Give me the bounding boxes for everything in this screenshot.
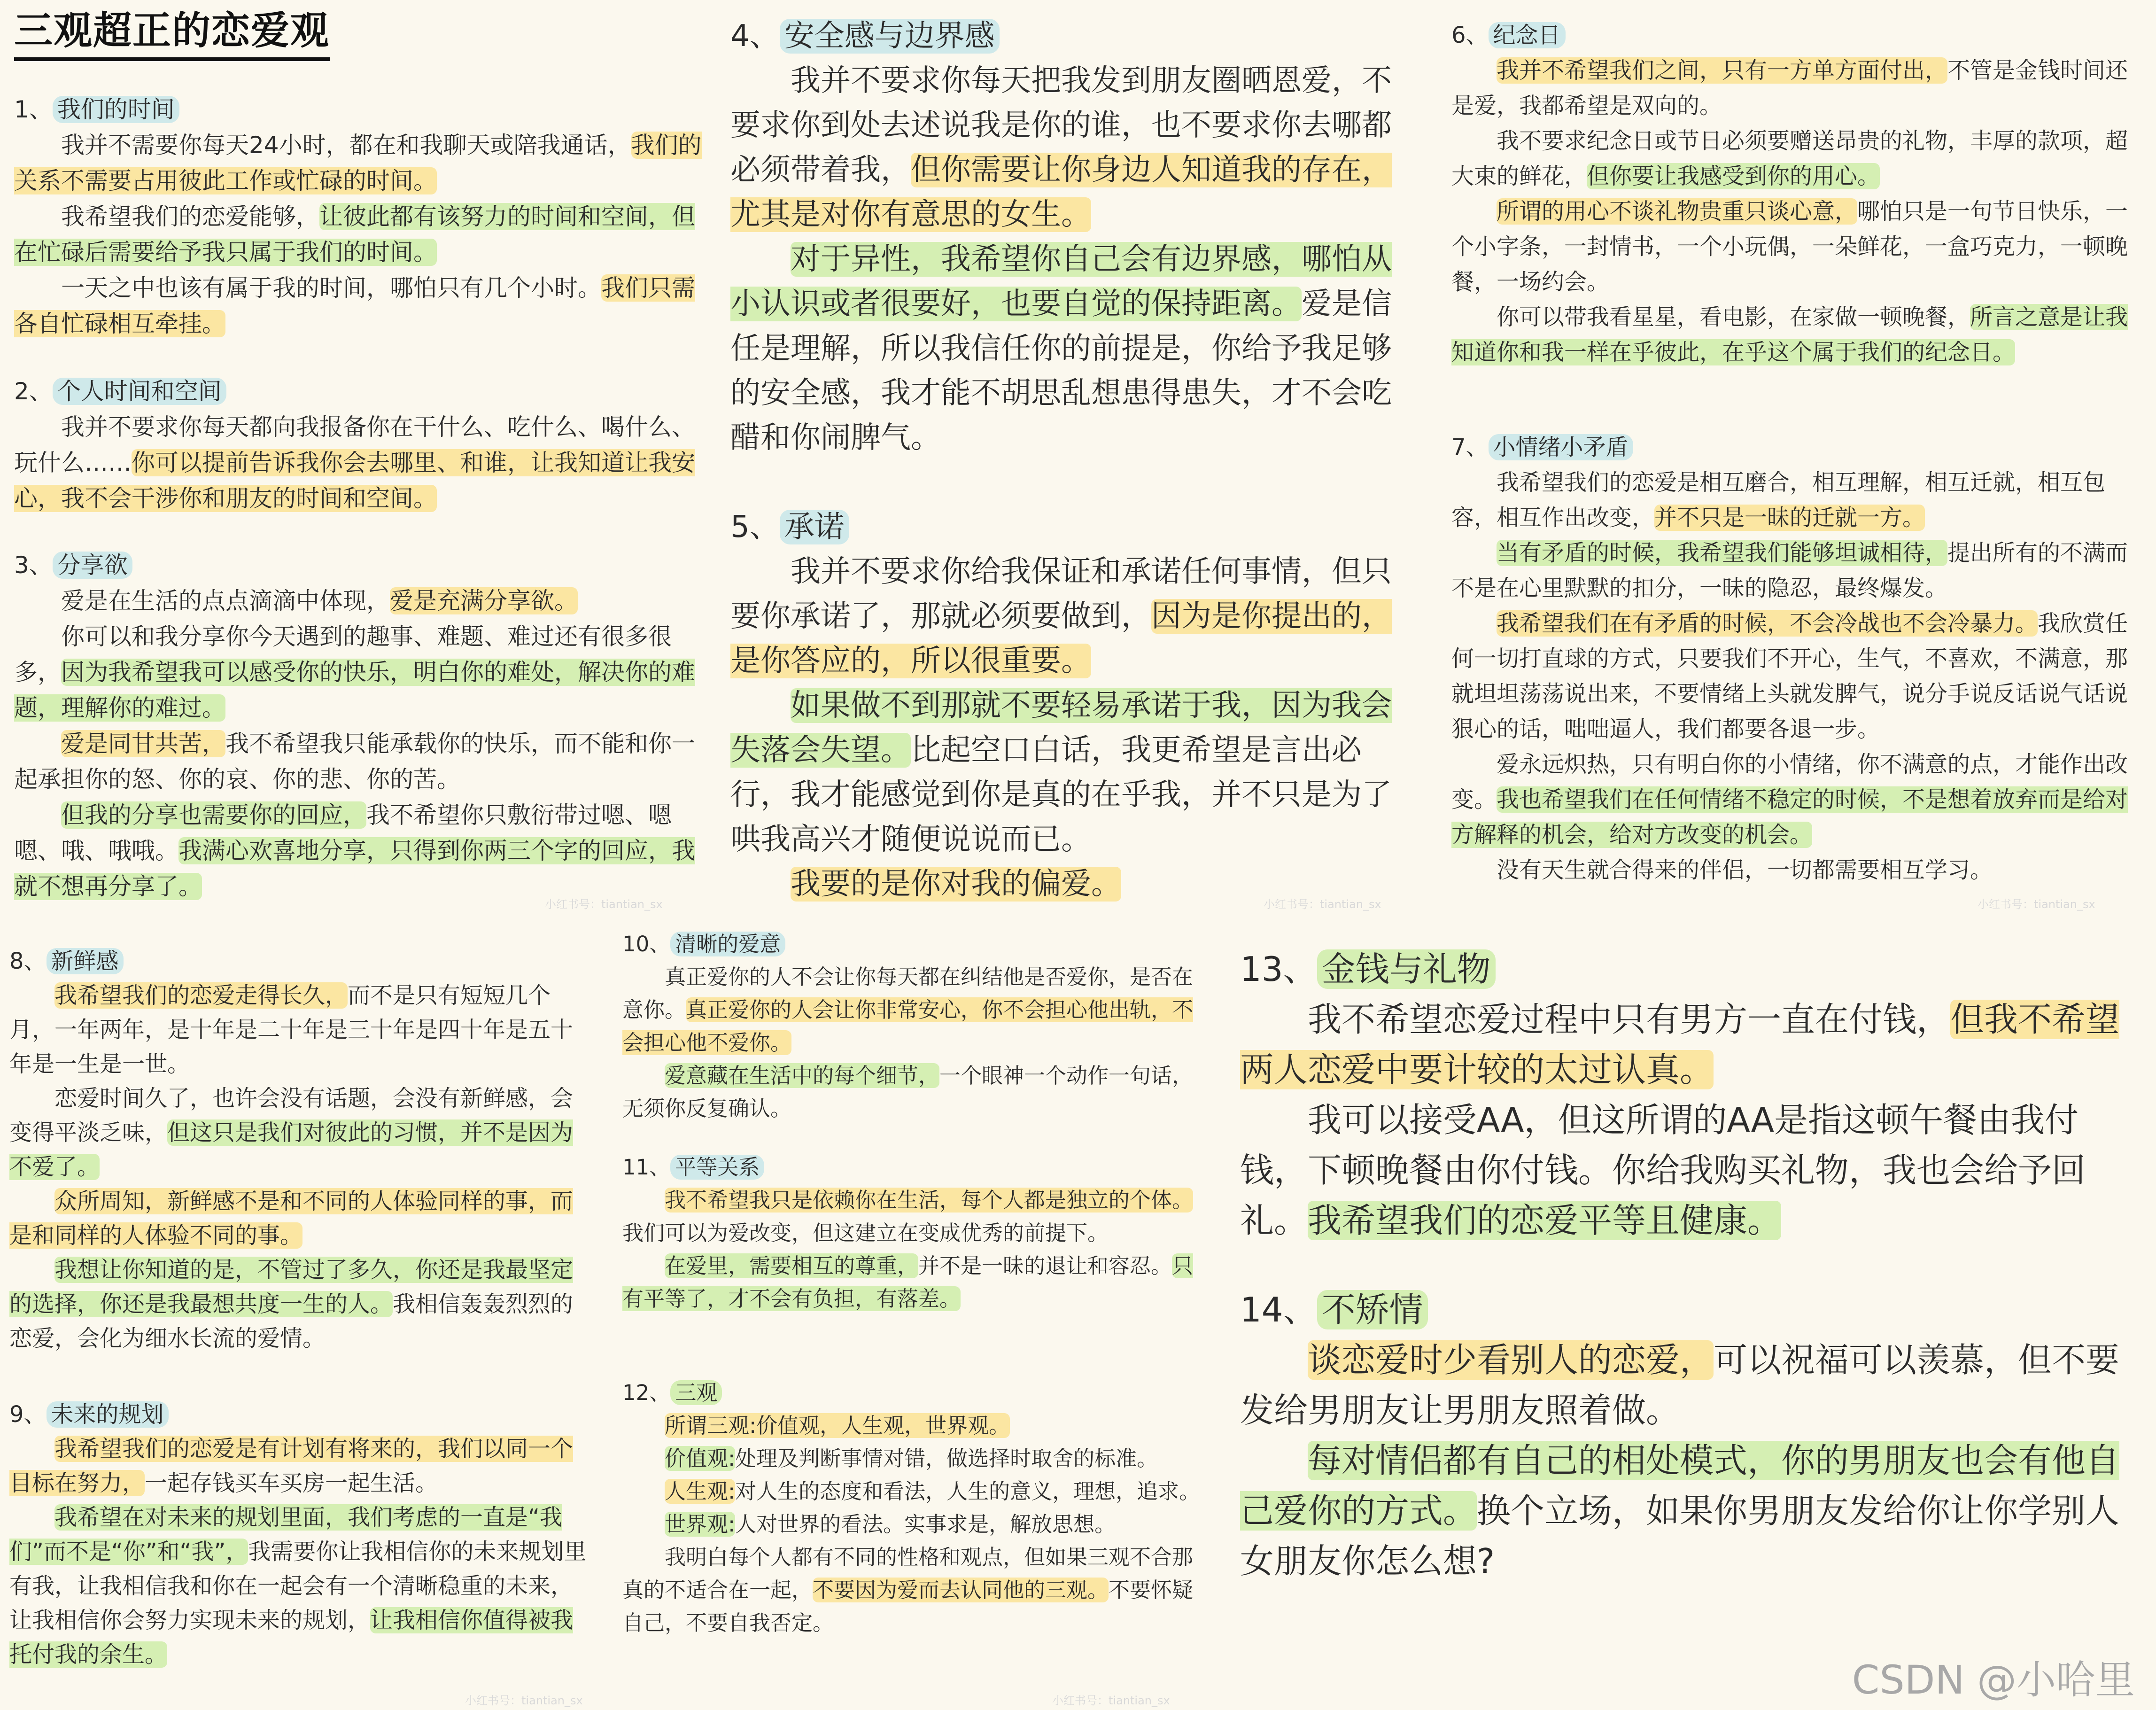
text: 我并不要求你给我保证和承诺任何事情，但只要你承诺了，那就必须要做到， xyxy=(730,554,1392,634)
section-heading xyxy=(14,547,705,583)
section-heading xyxy=(622,928,1205,961)
section-freshness xyxy=(9,944,594,1356)
section-title: 未来的规划 xyxy=(47,1401,169,1428)
section-number: 11、 xyxy=(622,1155,671,1180)
text: 我希望我们的恋爱是相互磨合，相互理解，相互迁就，相互包容，相互作出改变， xyxy=(1451,469,2106,531)
section-number: 7、 xyxy=(1451,434,1489,460)
watermark-account: 小红书号：tiantian_sx xyxy=(1264,898,1381,911)
section-number: 14、 xyxy=(1240,1290,1317,1329)
section-heading xyxy=(622,1151,1205,1184)
text: 你可以和我分享你今天遇到的趣事、难题、难过还有很多很多， xyxy=(14,623,672,686)
highlighted-text: 我不希望我只是依赖你在生活，每个人都是独立的个体。 xyxy=(665,1188,1194,1213)
section-title: 新鲜感 xyxy=(47,948,124,974)
section-title: 小情绪小矛盾 xyxy=(1489,434,1633,460)
paragraph xyxy=(730,550,1407,684)
section-number: 8、 xyxy=(9,948,47,974)
paragraph xyxy=(1451,536,2142,606)
section-equal-relationship xyxy=(622,1151,1205,1315)
paragraph xyxy=(14,619,705,726)
section-personal-time-space xyxy=(14,373,705,516)
text: 我不希望恋爱过程中只有男方一直在付钱， xyxy=(1308,1000,1951,1039)
text: 没有天生就合得来的伴侣，一切都需要相互学习。 xyxy=(1497,857,1993,883)
text: 我并不要求你每天都向我报备你在干什么、吃什么、喝什么、玩什么…… xyxy=(14,413,695,476)
section-heading xyxy=(9,944,594,979)
section-number: 5、 xyxy=(730,510,780,544)
highlighted-text: 价值观: xyxy=(665,1446,736,1471)
paragraph xyxy=(622,1184,1205,1250)
highlighted-text: 你可以提前告诉我你会去哪里、和谁，让我知道让我安心，我不会干涉你和朋友的时间和空间。 xyxy=(14,449,695,512)
highlighted-text: 我要的是你对我的偏爱。 xyxy=(791,867,1121,902)
highlighted-text: 对于异性，我希望你自己会有边界感，哪怕从小认识或者很要好，也要自觉的保持距离。 xyxy=(730,242,1392,321)
text: 我需要你让我相信你的未来规划里有我，让我相信我和你在一起会有一个清晰稳重的未来，让我相信你会努力实现未来的规划， xyxy=(9,1539,587,1633)
section-heading xyxy=(622,1376,1205,1409)
highlighted-text: 当有矛盾的时候，我希望我们能够坦诚相待， xyxy=(1497,540,1948,566)
text: 一天之中也该有属于我的时间，哪怕只有几个小时。 xyxy=(61,274,601,302)
highlighted-text: 但你需要让你身边人知道我的存在，尤其是对你有意思的女生。 xyxy=(730,153,1392,232)
paragraph xyxy=(622,1409,1205,1442)
section-number: 3、 xyxy=(14,552,53,579)
text: 爱永远炽热，只有明白你的小情绪，你不满意的点，才能作出改变。 xyxy=(1451,751,2128,813)
text: 我欣赏任何一切打直球的方式，只要我们不开心，生气，不喜欢，不满意，那就坦坦荡荡说出来，不要情绪上头就发脾气，说分手说反话说气话说狠心的话，咄咄逼人，我们都要各退一步。 xyxy=(1451,610,2128,742)
watermark-account: 小红书号：tiantian_sx xyxy=(465,1694,583,1707)
paragraph xyxy=(1451,465,2142,536)
paragraph xyxy=(730,59,1407,237)
paragraph xyxy=(14,127,705,199)
section-title: 分享欲 xyxy=(53,552,132,579)
paragraph xyxy=(730,684,1407,862)
section-heading xyxy=(1240,944,2123,995)
highlighted-text: 我也希望我们在任何情绪不稳定的时候，不是想着放弃而是给对方解释的机会，给对方改变的机会。 xyxy=(1451,786,2128,848)
paragraph xyxy=(1451,194,2142,300)
section-sharing xyxy=(14,547,705,904)
text: 哪怕只是一句节日快乐，一个小字条，一封情书，一个小玩偶，一朵鲜花，一盒巧克力，一顿晚餐，一场约会。 xyxy=(1451,198,2128,295)
paragraph xyxy=(1451,853,2142,888)
section-future-plan xyxy=(9,1398,594,1672)
highlighted-text: 因为我希望我可以感受你的快乐，明白你的难处，解决你的难题，理解你的难过。 xyxy=(14,659,695,722)
text: 我相信轰轰烈烈的恋爱，会化为细水长流的爱情。 xyxy=(9,1291,574,1352)
highlighted-text: 我们的关系不需要占用彼此工作或忙碌的时间。 xyxy=(14,132,702,194)
section-title: 我们的时间 xyxy=(53,96,179,123)
highlighted-text: 因为是你提出的，是你答应的，所以很重要。 xyxy=(730,599,1392,678)
section-title: 个人时间和空间 xyxy=(53,378,226,405)
highlighted-text: 爱是同甘共苦， xyxy=(61,730,225,757)
section-money-gifts xyxy=(1240,944,2123,1246)
section-heading xyxy=(9,1398,594,1432)
text: 人对世界的看法。实事求是，解放思想。 xyxy=(735,1512,1116,1537)
highlighted-text: 人生观: xyxy=(665,1479,736,1504)
text: 爱是在生活的点点滴滴中体现， xyxy=(61,587,390,614)
text: 一个眼神一个动作一句话，无须你反复确认。 xyxy=(622,1063,1194,1121)
text: 我不希望你只敷衍带过嗯、嗯嗯、哦、哦哦。 xyxy=(14,801,672,864)
highlighted-text: 我满心欢喜地分享，只得到你两三个字的回应，我就不想再分享了。 xyxy=(14,837,695,900)
highlighted-text: 爱是充满分享欲。 xyxy=(390,587,578,614)
paragraph xyxy=(1451,124,2142,194)
section-three-views xyxy=(622,1376,1205,1640)
paragraph xyxy=(14,726,705,797)
highlighted-text: 所谓三观:价值观，人生观，世界观。 xyxy=(665,1413,1010,1438)
paragraph xyxy=(1451,747,2142,853)
section-number: 2、 xyxy=(14,378,53,405)
paragraph xyxy=(14,199,705,270)
highlighted-text: 所谓的用心不谈礼物贵重只谈心意， xyxy=(1497,198,1858,225)
paragraph xyxy=(9,1253,594,1356)
paragraph xyxy=(622,1059,1205,1125)
section-number: 12、 xyxy=(622,1380,671,1405)
section-not-pretentious xyxy=(1240,1285,2123,1586)
paragraph xyxy=(622,1475,1205,1508)
highlighted-text: 真正爱你的人会让你非常安心，你不会担心他出轨，不会担心他不爱你。 xyxy=(622,997,1194,1055)
highlighted-text: 我们只需各自忙碌相互牵挂。 xyxy=(14,274,695,337)
paragraph xyxy=(622,1442,1205,1475)
highlighted-text: 但我的分享也需要你的回应， xyxy=(61,801,366,829)
paragraph xyxy=(622,1250,1205,1315)
csdn-watermark: CSDN @小哈里 xyxy=(1852,1657,2135,1703)
section-anniversary xyxy=(1451,18,2142,370)
text: 爱是信任是理解，所以我信任你的前提是，你给予我足够的安全感，我才能不胡思乱想患得患失，才不会吃醋和你闹脾气。 xyxy=(730,287,1392,455)
text: 换个立场，如果你男朋友发给你让你学别人女朋友你怎么想? xyxy=(1240,1491,2120,1581)
paragraph xyxy=(1451,53,2142,124)
highlighted-text: 众所周知，新鲜感不是和不同的人体验同样的事，而是和同样的人体验不同的事。 xyxy=(9,1188,574,1249)
highlighted-text: 如果做不到那就不要轻易承诺于我，因为我会失落会失望。 xyxy=(730,688,1392,768)
section-heading xyxy=(14,92,705,127)
section-heading xyxy=(1240,1285,2123,1335)
highlighted-text: 让我相信你值得被我托付我的余生。 xyxy=(9,1607,574,1668)
highlighted-text: 让彼此都有该努力的时间和空间，但在忙碌后需要给予我只属于我们的时间。 xyxy=(14,203,695,266)
highlighted-text: 只有平等了，才不会有负担，有落差。 xyxy=(622,1253,1194,1311)
section-heading xyxy=(14,373,705,409)
paragraph xyxy=(14,270,705,342)
paragraph xyxy=(1451,300,2142,370)
highlighted-text: 我希望在对未来的规划里面，我们考虑的一直是“我们”而不是“你”和“我”， xyxy=(9,1504,562,1565)
highlighted-text: 我希望我们的恋爱走得长久， xyxy=(54,982,348,1009)
section-title: 三观 xyxy=(670,1380,722,1405)
section-title: 安全感与边界感 xyxy=(780,19,1000,54)
section-title: 平等关系 xyxy=(670,1155,764,1180)
text: 一起存钱买车买房一起生活。 xyxy=(145,1470,438,1496)
section-title: 承诺 xyxy=(780,510,849,544)
section-small-emotions xyxy=(1451,430,2142,888)
text: 我希望我们的恋爱能够， xyxy=(61,203,319,230)
highlighted-text: 谈恋爱时少看别人的恋爱， xyxy=(1308,1340,1714,1380)
text: 提出所有的不满而不是在心里默默的扣分，一昧的隐忍，最终爆发。 xyxy=(1451,540,2128,601)
text: 而不是只有短短几个月，一年两年，是十年是二十年是三十年是四十年是五十年是一生是一世。 xyxy=(9,982,574,1077)
watermark-account: 小红书号：tiantian_sx xyxy=(545,898,663,911)
paragraph xyxy=(1240,1436,2123,1586)
highlighted-text: 在爱里，需要相互的尊重， xyxy=(665,1253,919,1278)
paragraph xyxy=(1240,995,2123,1095)
highlighted-text: 但你要让我感受到你的用心。 xyxy=(1587,163,1880,189)
text: 我并不要求你每天把我发到朋友圈晒恩爱，不要求你到处去述说我是你的谁，也不要求你去哪都必须带着我， xyxy=(730,63,1392,187)
paragraph xyxy=(9,1432,594,1500)
highlighted-text: 每对情侣都有自己的相处模式，你的男朋友也会有他自己爱你的方式。 xyxy=(1240,1441,2120,1531)
section-number: 6、 xyxy=(1451,22,1489,48)
highlighted-text: 爱意藏在生活中的每个细节， xyxy=(665,1063,940,1088)
section-number: 13、 xyxy=(1240,949,1317,989)
paragraph xyxy=(9,1081,594,1184)
highlighted-text: 所言之意是让我知道你和我一样在乎彼此，在乎这个属于我们的纪念日。 xyxy=(1451,304,2128,365)
text: 比起空口白话，我更希望是言出必行，我才能感觉到你是真的在乎我，并不只是为了哄我高兴才随便说说而已。 xyxy=(730,733,1392,857)
watermark-account: 小红书号：tiantian_sx xyxy=(1978,898,2095,911)
section-number: 4、 xyxy=(730,19,780,54)
highlighted-text: 我想让你知道的是，不管过了多久，你还是我最坚定的选择，你还是我最想共度一生的人。 xyxy=(9,1257,574,1317)
paragraph xyxy=(622,1508,1205,1541)
paragraph xyxy=(1240,1335,2123,1436)
section-heading xyxy=(730,14,1407,59)
paragraph xyxy=(14,797,705,904)
text: 我不要求纪念日或节日必须要赠送昂贵的礼物，丰厚的款项，超大束的鲜花， xyxy=(1451,128,2128,189)
highlighted-text: 我并不希望我们之间，只有一方单方面付出， xyxy=(1497,57,1948,84)
paragraph xyxy=(622,961,1205,1059)
text: 处理及判断事情对错，做选择时取舍的标准。 xyxy=(735,1446,1158,1471)
text: 我们可以为爱改变，但这建立在变成优秀的前提下。 xyxy=(622,1220,1109,1245)
section-number: 9、 xyxy=(9,1401,47,1428)
section-security-boundary xyxy=(730,14,1407,460)
section-title: 清晰的爱意 xyxy=(670,932,785,956)
paragraph xyxy=(9,979,594,1081)
highlighted-text: 我希望我们的恋爱是有计划有将来的，我们以同一个目标在努力， xyxy=(9,1436,574,1496)
paragraph xyxy=(9,1184,594,1253)
text: 我可以接受AA，但这所谓的AA是指这顿午餐由我付钱，下顿晚餐由你付钱。你给我购买礼物，我也会给予回礼。 xyxy=(1240,1100,2086,1240)
watermark-account: 小红书号：tiantian_sx xyxy=(1052,1694,1170,1707)
paragraph xyxy=(14,583,705,619)
highlighted-text: 我希望我们在有矛盾的时候，不会冷战也不会冷暴力。 xyxy=(1497,610,2038,637)
section-number: 10、 xyxy=(622,932,671,956)
paragraph xyxy=(730,237,1407,460)
page-title: 三观超正的恋爱观 xyxy=(14,5,330,61)
highlighted-text: 我希望我们的恋爱平等且健康。 xyxy=(1308,1201,1782,1240)
paragraph xyxy=(14,409,705,516)
highlighted-text: 世界观: xyxy=(665,1512,736,1537)
section-heading xyxy=(1451,430,2142,465)
text: 我明白每个人都有不同的性格和观点，但如果三观不合那真的不适合在一起， xyxy=(622,1545,1194,1602)
paragraph xyxy=(9,1500,594,1672)
section-our-time xyxy=(14,92,705,342)
section-title: 不矫情 xyxy=(1317,1290,1428,1329)
highlighted-text: 并不只是一昧的迁就一方。 xyxy=(1654,505,1925,531)
text: 你可以带我看星星，看电影，在家做一顿晚餐， xyxy=(1497,304,1970,330)
text: 可以祝福可以羡慕，但不要发给男朋友让男朋友照着做。 xyxy=(1240,1340,2120,1430)
text: 我并不需要你每天24小时，都在和我聊天或陪我通话， xyxy=(61,132,631,159)
highlighted-text: 但我不希望两人恋爱中要计较的太过认真。 xyxy=(1240,1000,2120,1089)
section-heading xyxy=(1451,18,2142,53)
text: 我不希望我只能承载你的快乐，而不能和你一起承担你的怒、你的哀、你的悲、你的苦。 xyxy=(14,730,695,793)
text: 并不是一昧的退让和容忍。 xyxy=(918,1253,1172,1278)
section-title: 金钱与礼物 xyxy=(1317,949,1496,989)
paragraph xyxy=(1451,606,2142,747)
section-title: 纪念日 xyxy=(1489,22,1566,48)
highlighted-text: 但这只是我们对彼此的习惯，并不是因为不爱了。 xyxy=(9,1119,574,1180)
highlighted-text: 不要因为爱而去认同他的三观。 xyxy=(813,1578,1109,1602)
paragraph xyxy=(1240,1095,2123,1246)
text: 不要怀疑自己，不要自我否定。 xyxy=(622,1578,1194,1635)
text: 恋爱时间久了，也许会没有话题，会没有新鲜感，会变得平淡乏味， xyxy=(9,1085,574,1146)
text: 真正爱你的人不会让你每天都在纠结他是否爱你，是否在意你。 xyxy=(622,964,1194,1022)
text: 不管是金钱时间还是爱，我都希望是双向的。 xyxy=(1451,57,2128,119)
section-heading xyxy=(730,505,1407,550)
section-number: 1、 xyxy=(14,96,53,123)
paragraph xyxy=(622,1541,1205,1640)
section-clear-affection xyxy=(622,928,1205,1125)
section-promise xyxy=(730,505,1407,907)
text: 对人生的态度和看法，人生的意义，理想，追求。 xyxy=(735,1479,1201,1504)
